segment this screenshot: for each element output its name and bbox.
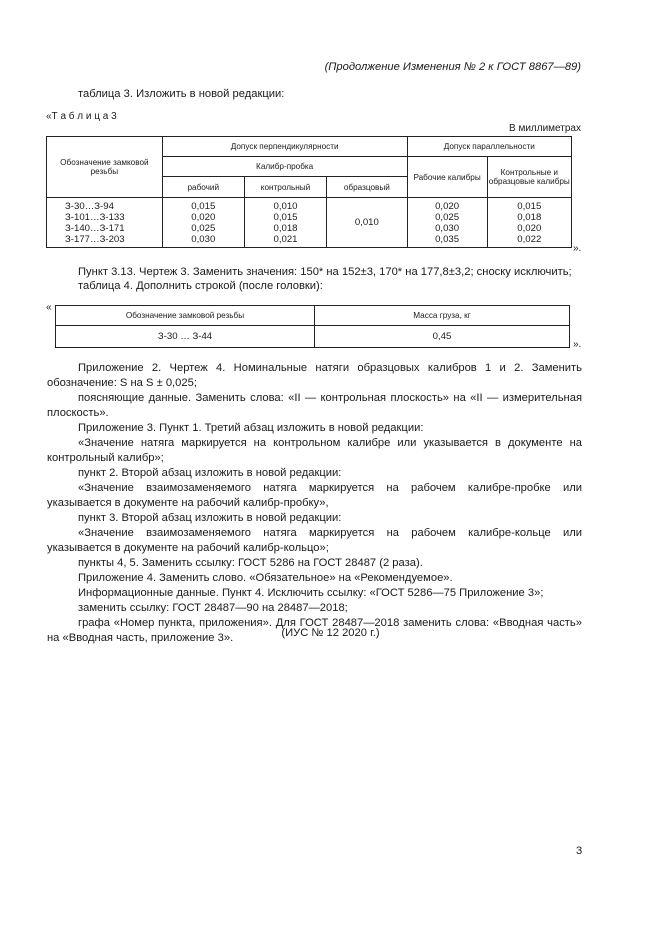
appendix4: Приложение 4. Заменить слово. «Обязательное» на «Рекомендуемое». [78,572,453,584]
table3-header-perp: Допуск перпендикулярности [162,137,407,157]
info-line3: графа «Номер пункта, приложения». Для ГОСТ 28487—2018 заменить слова: «Вводная часть» на «Вводная часть, приложение 3». [47,617,582,644]
table-cell: 0,018 [517,211,542,223]
table3-col-par-control [487,198,571,248]
table4-header-designation: Обозначение замковой резьбы [56,306,315,326]
table4-cell-mass: 0,45 [315,326,570,348]
table3-col-sample: 0,010 [327,198,407,248]
table-cell: 0,020 [517,222,542,234]
table3-header-control-sample: Контрольные и образцовые калибры [487,157,571,198]
appendix3-p1: Приложение 3. Пункт 1. Третий абзац изложить в новой редакции: [78,422,424,434]
appendix3-p2: пункт 2. Второй абзац изложить в новой редакции: [78,467,342,479]
table-cell: З-30…З-94 [65,200,114,212]
table-cell: 0,030 [191,233,216,245]
page-number: 3 [576,845,583,857]
table-cell: 0,035 [435,233,460,245]
table-cell: 0,021 [273,233,298,245]
table3-header-parallel: Допуск параллельности [407,137,571,157]
table3 [46,136,572,248]
table-cell: 0,018 [273,222,298,234]
table3-caption: «Т а б л и ц а 3 [46,111,117,122]
intro-table3: таблица 3. Изложить в новой редакции: [78,88,285,100]
table-cell: 0,020 [191,211,216,223]
table3-header-working-gauges: Рабочие калибры [407,157,487,198]
appendix3-p3: пункт 3. Второй абзац изложить в новой редакции: [78,512,342,524]
table3-col-designation [47,198,163,248]
table3-col-working [162,198,244,248]
table3-close: ». [573,243,582,254]
table3-header-designation: Обозначение замковой резьбы [47,137,163,198]
punkt-3-13: Пункт 3.13. Чертеж 3. Заменить значения: 150* на 152±3, 170* на 177,8±3,2; сноску исключить; [78,266,572,278]
table-cell: 0,010 [273,200,298,212]
table4-cell-designation: З-30 … З-44 [56,326,315,348]
appendix3-q2: «Значение взаимозаменяемого натяга маркируется на рабочем калибре-пробке или указывается в документе на рабочий калибр-пробку», [47,482,582,509]
running-header: (Продолжение Изменения № 2 к ГОСТ 8867—89) [324,61,581,73]
appendix3-q3: «Значение взаимозаменяемого натяга маркируется на рабочем калибре-кольце или указывается в документе на рабочий калибр-кольцо»; [47,527,582,554]
table3-header-working: рабочий [162,177,244,198]
table-cell: 0,025 [191,222,216,234]
table-cell: З-177…З-203 [65,233,125,245]
appendix3-p45: пункты 4, 5. Заменить ссылку: ГОСТ 5286 на ГОСТ 28487 (2 раза). [78,557,423,569]
table3-header-sample: образцовый [327,177,407,198]
table-cell: 0,015 [273,211,298,223]
appendix3-q1: «Значение натяга маркируется на контрольном калибре или указывается в документе на контрольный калибр»; [47,437,582,464]
table-cell: 0,015 [191,200,216,212]
table4-open: « [46,302,52,313]
table4-close: ». [573,339,582,350]
table-cell: 0,030 [435,222,460,234]
table3-header-plug: Калибр-пробка [162,157,407,177]
info-line1: Информационные данные. Пункт 4. Исключить ссылку: «ГОСТ 5286—75 Приложение 3»; [78,587,544,599]
table3-header-control: контрольный [244,177,326,198]
table-cell: 0,020 [435,200,460,212]
table-cell: 0,015 [517,200,542,212]
table4 [55,305,570,348]
table4-header-mass: Масса груза, кг [315,306,570,326]
table-cell: З-140…З-171 [65,222,125,234]
intro-table4: таблица 4. Дополнить строкой (после головки): [78,280,323,292]
appendix2-line2: поясняющие данные. Заменить слова: «II — контрольная плоскость» на «II — измерительная плоскость». [47,392,582,419]
table-cell: 0,022 [517,233,542,245]
appendix2-line1: Приложение 2. Чертеж 4. Номинальные натяги образцовых калибров 1 и 2. Заменить обозначение: S на S ± 0,025; [47,362,582,389]
body-text [47,361,582,646]
ius-reference: (ИУС № 12 2020 г.) [281,627,380,639]
table-cell: 0,025 [435,211,460,223]
table3-col-control [244,198,326,248]
info-line2: заменить ссылку: ГОСТ 28487—90 на 28487—2018; [78,602,348,614]
table-cell: З-101…З-133 [65,211,125,223]
table3-col-par-working [407,198,487,248]
table3-units: В миллиметрах [509,123,581,134]
